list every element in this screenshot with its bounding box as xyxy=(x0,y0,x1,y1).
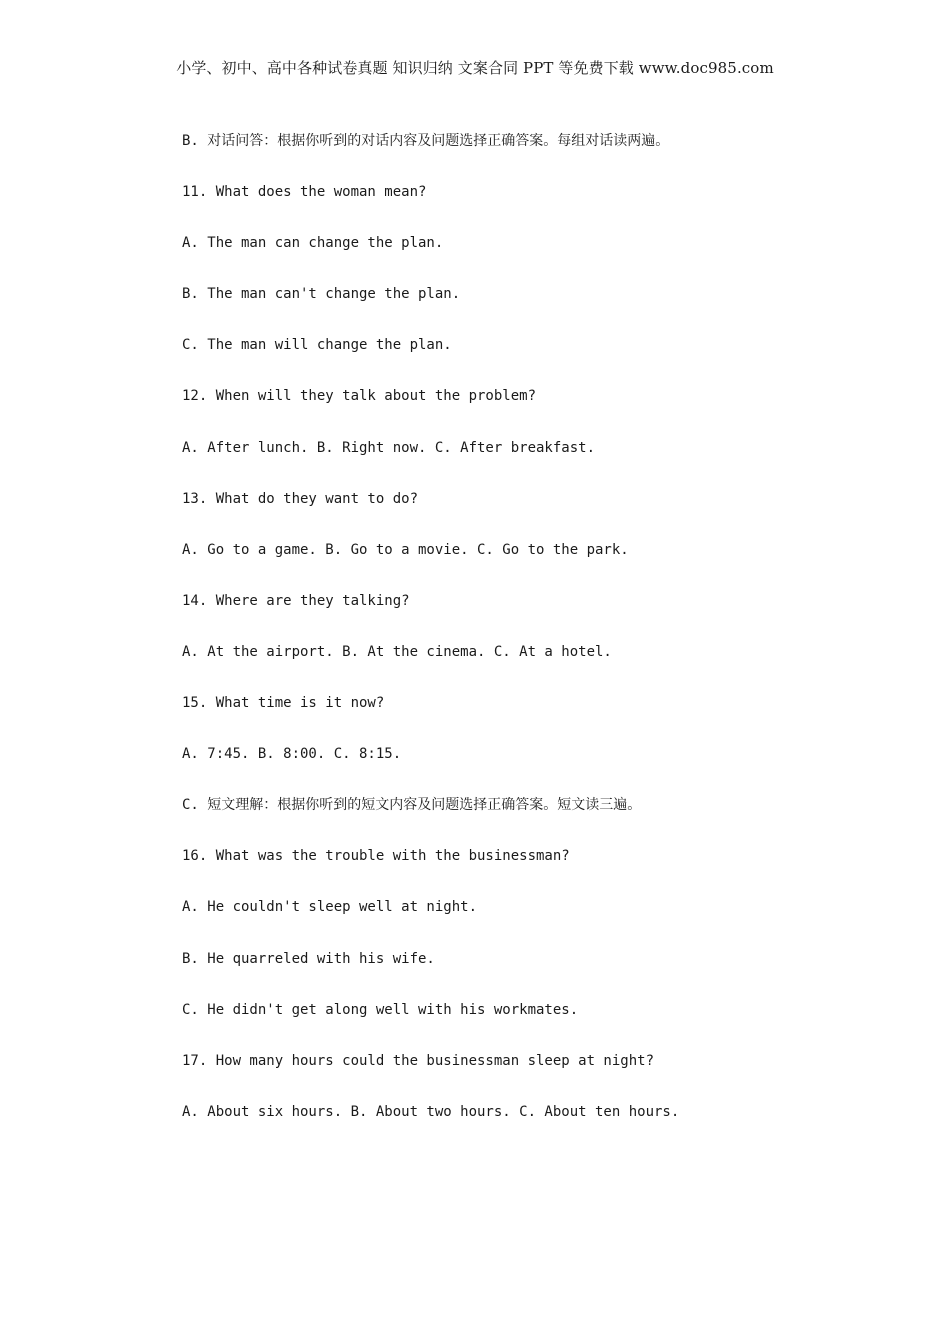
question-13: 13. What do they want to do? xyxy=(182,490,419,507)
question-16-option-a: A. He couldn't sleep well at night. xyxy=(182,899,478,916)
question-14: 14. Where are they talking? xyxy=(182,592,410,609)
question-17: 17. How many hours could the businessman sleep at night? xyxy=(182,1052,655,1069)
question-13-options: A. Go to a game. B. Go to a movie. C. Go to the park. xyxy=(182,541,629,558)
section-c-instruction: C. 短文理解：根据你听到的短文内容及问题选择正确答案。短文读三遍。 xyxy=(182,797,642,814)
question-11-option-a: A. The man can change the plan. xyxy=(182,235,444,252)
question-16: 16. What was the trouble with the businessman? xyxy=(182,848,570,865)
question-11-option-c: C. The man will change the plan. xyxy=(182,337,452,354)
question-17-options: A. About six hours. B. About two hours. C. About ten hours. xyxy=(182,1103,680,1120)
document-body xyxy=(182,131,922,1153)
section-b-instruction: B. 对话问答：根据你听到的对话内容及问题选择正确答案。每组对话读两遍。 xyxy=(182,133,670,149)
question-11: 11. What does the woman mean? xyxy=(182,184,427,201)
question-16-option-c: C. He didn't get along well with his workmates. xyxy=(182,1001,579,1018)
question-16-option-b: B. He quarreled with his wife. xyxy=(182,950,435,967)
page-header: 小学、初中、高中各种试卷真题 知识归纳 文案合同 PPT 等免费下载 www.doc985.com xyxy=(176,59,774,77)
question-15: 15. What time is it now? xyxy=(182,695,385,712)
question-12-options: A. After lunch. B. Right now. C. After breakfast. xyxy=(182,439,596,456)
question-14-options: A. At the airport. B. At the cinema. C. At a hotel. xyxy=(182,643,612,660)
question-15-options: A. 7:45. B. 8:00. C. 8:15. xyxy=(182,746,402,763)
question-11-option-b: B. The man can't change the plan. xyxy=(182,286,461,303)
question-12: 12. When will they talk about the problem? xyxy=(182,388,537,405)
